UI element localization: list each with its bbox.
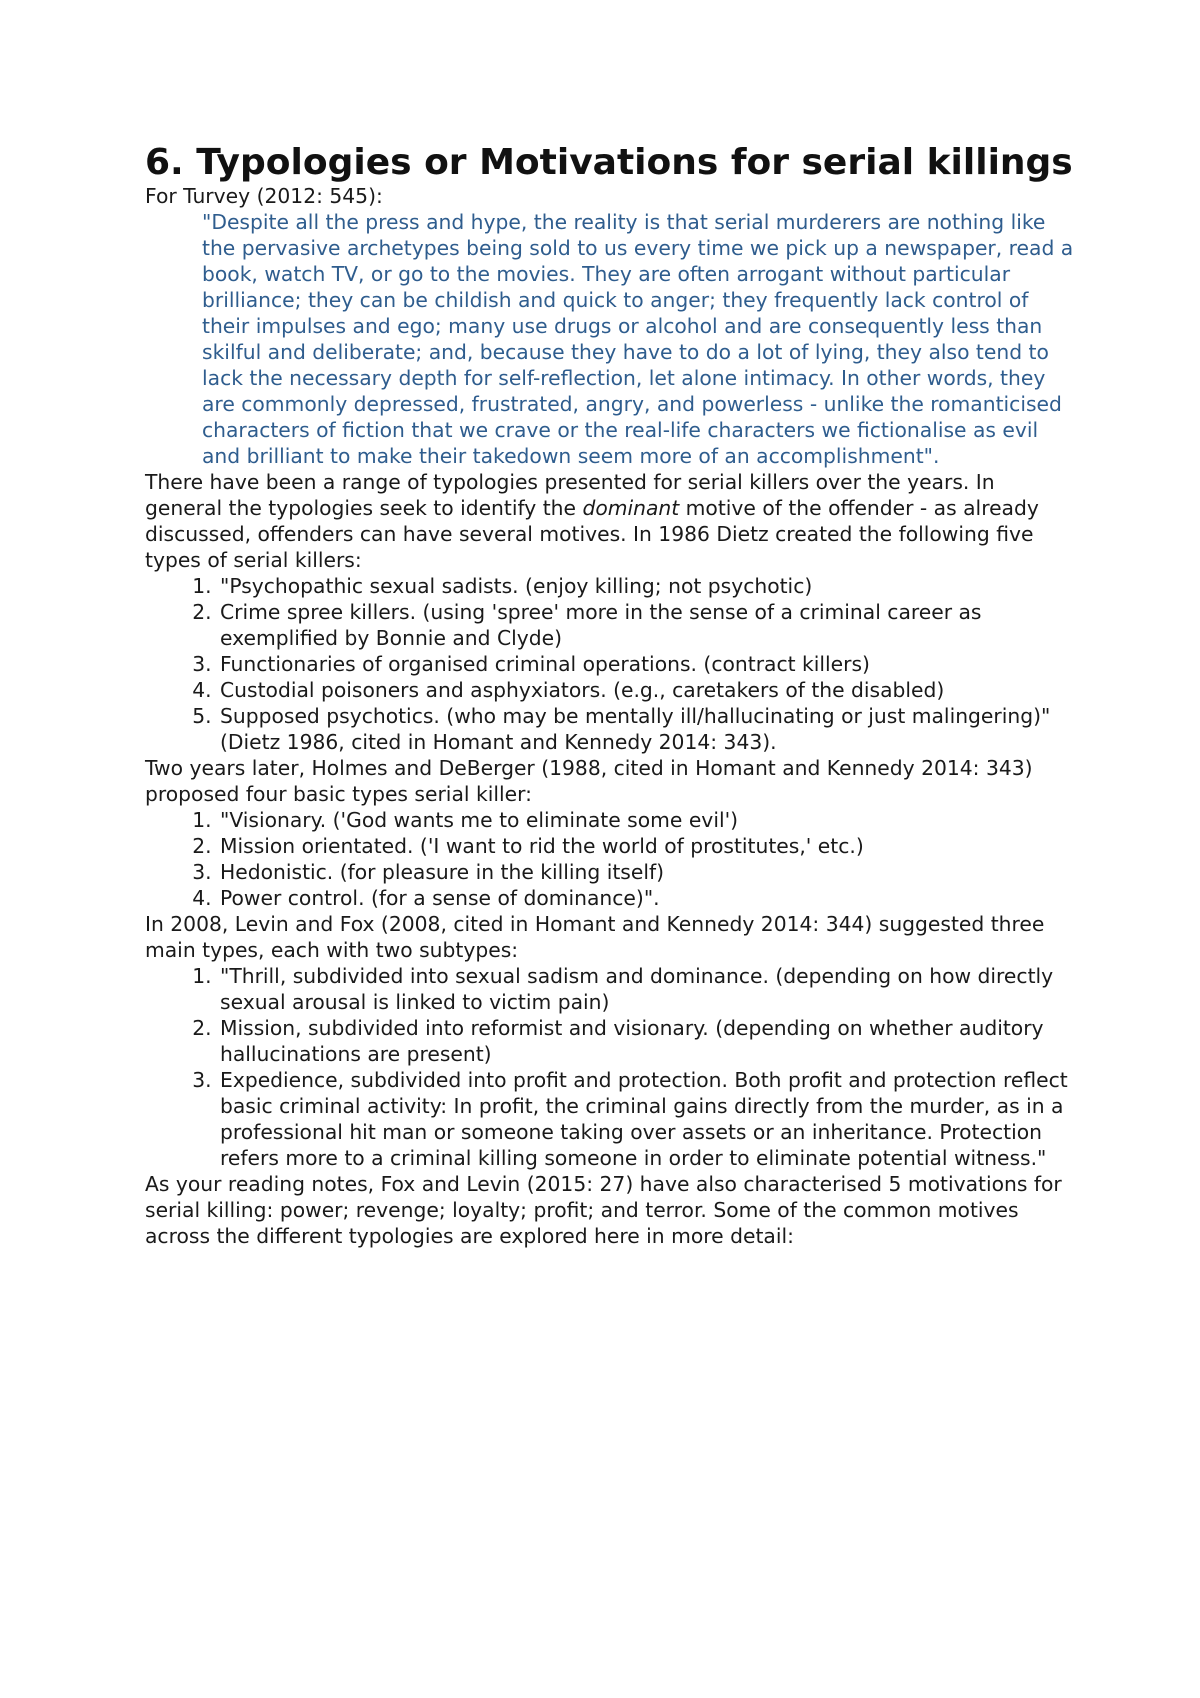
list-item: 2. Crime spree killers. (using 'spree' more in the sense of a criminal career as exemplified by Bonnie and Clyde) [218,599,1075,651]
list-item: 1. "Psychopathic sexual sadists. (enjoy killing; not psychotic) [218,573,1075,599]
paragraph-holmes: Two years later, Holmes and DeBerger (1988, cited in Homant and Kennedy 2014: 343) proposed four basic types serial killer: [145,756,1033,806]
list-item: 2. Mission orientated. ('I want to rid the world of prostitutes,' etc.) [218,833,1075,859]
levin-types-list [145,963,1075,1171]
dietz-types-list [145,573,1075,755]
paragraph-typologies [145,469,1075,573]
list-item: 2. Mission, subdivided into reformist and visionary. (depending on whether auditory hallucinations are present) [218,1015,1075,1067]
list-item: 4. Power control. (for a sense of dominance)". [218,885,1075,911]
section-heading: 6. Typologies or Motivations for serial killings [145,142,1073,183]
paragraph-levin: In 2008, Levin and Fox (2008, cited in Homant and Kennedy 2014: 344) suggested three main types, each with two subtypes: [145,912,1045,962]
paragraph-typologies-after: motive of the offender - as already discussed, offenders can have several motives. In 1986 Dietz created the following five types of serial killers: [145,496,1039,572]
list-item: 1. "Visionary. ('God wants me to eliminate some evil') [218,807,1075,833]
turvey-quote: "Despite all the press and hype, the reality is that serial murderers are nothing like the pervasive archetypes being sold to us every time we pick up a newspaper, read a book, watch TV, or go to the movies. They are often arrogant without particular brilliance; they can be childish and quick to anger; they frequently lack control of their impulses and ego; many use drugs or alcohol and are consequently less than skilful and deliberate; and, because they have to do a lot of lying, they also tend to lack the necessary depth for self-reflection, let alone intimacy. In other words, they are commonly depressed, frustrated, angry, and powerless - unlike the romanticised characters of fiction that we crave or the real-life characters we fictionalise as evil and brilliant to make their takedown seem more of an accomplishment". [202,210,1074,468]
document-page [145,142,1075,1249]
list-item: 4. Custodial poisoners and asphyxiators. (e.g., caretakers of the disabled) [218,677,1075,703]
dominant-emphasis: dominant [582,496,680,520]
list-item: 3. Expedience, subdivided into profit and protection. Both profit and protection reflect basic criminal activity: In profit, the criminal gains directly from the murder, as in a professional hit man or someone taking over assets or an inheritance. Protection refers more to a criminal killing someone in order to eliminate potential witness." [218,1067,1075,1171]
paragraph-typologies-before: There have been a range of typologies presented for serial killers over the years. In general the typologies seek to identify the [145,470,995,520]
holmes-types-list [145,807,1075,911]
list-item: 1. "Thrill, subdivided into sexual sadism and dominance. (depending on how directly sexual arousal is linked to victim pain) [218,963,1075,1015]
list-item: 3. Functionaries of organised criminal operations. (contract killers) [218,651,1075,677]
intro-text: For Turvey (2012: 545): [145,184,383,208]
list-item: 5. Supposed psychotics. (who may be mentally ill/hallucinating or just malingering)" (Dietz 1986, cited in Homant and Kennedy 2014: 343). [218,703,1075,755]
paragraph-fox-levin: As your reading notes, Fox and Levin (2015: 27) have also characterised 5 motivations for serial killing: power; revenge; loyalty; profit; and terror. Some of the common motives across the different typologies are explored here in more detail: [145,1172,1062,1248]
list-item: 3. Hedonistic. (for pleasure in the killing itself) [218,859,1075,885]
